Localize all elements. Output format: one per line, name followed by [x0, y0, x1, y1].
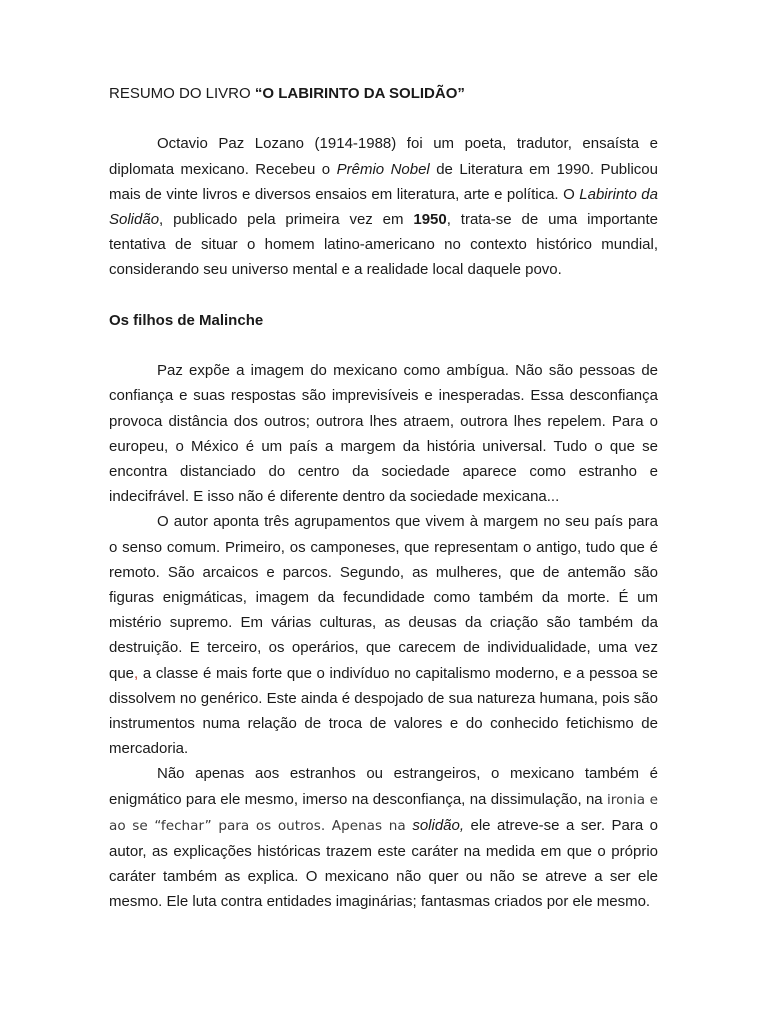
intro-nobel: Prêmio Nobel — [336, 160, 430, 178]
para3-text-4: ele atreve-se a ser. Para o autor, as explicações históricas trazem este caráter na medida em que o próprio caráter também as explica. O mexicano não quer ou não se atreve a ser ele mesmo. Ele luta contra entidades imaginárias; fantasmas criados por ele mesmo. — [109, 816, 658, 911]
title-prefix: RESUMO DO LIVRO — [109, 85, 255, 102]
intro-text-1: Octavio Paz Lozano (1914-1988) foi um poeta, tradutor, ensaísta e diplomata mexicano. Recebeu o — [109, 135, 658, 178]
intro-year: 1950 — [413, 211, 447, 228]
intro-paragraph — [109, 131, 658, 282]
paragraph-3 — [109, 761, 658, 914]
paragraph-1: Paz expõe a imagem do mexicano como ambígua. Não são pessoas de confiança e suas respostas são imprevisíveis e inesperadas. Essa desconfiança provoca distância dos outros; outrora lhes atraem, outrora lhes repelem. Para o europeu, o México é um país a margem da história universal. Tudo o que se encontra distanciado do centro da sociedade aparece como estranho e indecifrável. E isso não é diferente dentro da sociedade mexicana... — [109, 362, 658, 506]
para3-text-1: Não apenas aos estranhos ou estrangeiros, o mexicano também é enigmático para ele mesmo, imerso na desconfiança, na dissimulação, na — [109, 765, 658, 808]
para3-text-2: ironia e ao se “fechar” para os outros. Apenas na — [109, 791, 658, 834]
para2-text-3: a classe é mais forte que o indivíduo no capitalismo moderno, e a pessoa se dissolvem no genérico. Este ainda é despojado de sua natureza humana, pois são instrumentos numa relação de troca de valores e do conhecido fetichismo de mercadoria. — [109, 664, 658, 758]
para2-comma: , — [134, 664, 139, 682]
para3-solidao: solidão, — [412, 816, 465, 834]
book-title: “O LABIRINTO DA SOLIDÃO” — [254, 85, 465, 102]
intro-book-title: Labirinto da Solidão — [109, 185, 658, 228]
intro-text-7: , trata-se de uma importante tentativa de situar o homem latino-americano no contexto histórico mundial, considerando seu universo mental e a realidade local daquele povo. — [109, 211, 658, 279]
para2-text-1: O autor aponta três agrupamentos que vivem à margem no seu país para o senso comum. Primeiro, os camponeses, que representam o antigo, tudo que é remoto. São arcaicos e parcos. Segundo, as mulheres, que de antemão são figuras enigmáticas, imagem da fecundidade como também da morte. É um mistério supremo. Em várias culturas, as deusas da criação são também da destruição. E terceiro, os operários, que carecem de individualidade, uma vez que — [109, 513, 658, 682]
intro-text-5: , publicado pela primeira vez em — [159, 211, 414, 228]
document-title — [109, 81, 658, 106]
document-page — [109, 81, 658, 915]
section-heading: Os filhos de Malinche — [109, 311, 264, 329]
intro-text-3: de Literatura em 1990. Publicou mais de vinte livros e diversos ensaios em literatura, arte e política. O — [109, 160, 658, 203]
paragraph-2 — [109, 509, 658, 761]
